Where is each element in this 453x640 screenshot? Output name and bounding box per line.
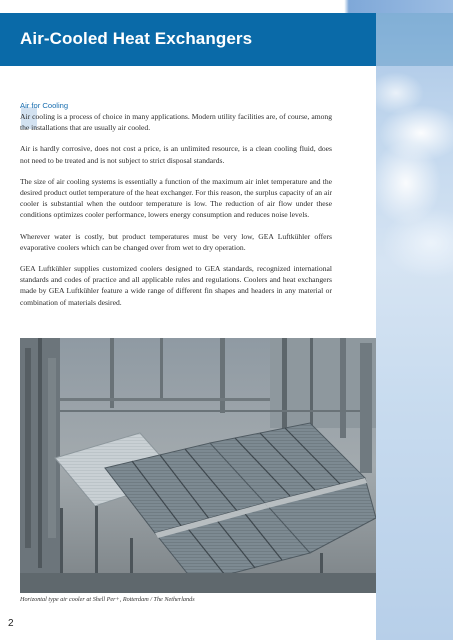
paragraph-3: The size of air cooling systems is essentially a function of the maximum air inlet temperature and the desired product outlet temperature of the heat exchanger. For this reason, the surplus capacity of an air cooler is substantial when the outdoor temperature is low. The reduction of air flow under these conditions optimizes cooler performance, lowers energy consumption and reduces noise levels. — [20, 176, 332, 220]
paragraph-1: Air cooling is a process of choice in many applications. Modern utility facilities are, of course, among the installations that are usually air cooled. — [20, 112, 332, 133]
top-strip — [0, 0, 453, 13]
paragraph-5: GEA Luftkühler supplies customized coolers designed to GEA standards, recognized international standards and codes of practice and all applicable rules and regulations. Coolers and heat exchangers made by GEA Luftkühler feature a wide range of different fin shapes and headers in any material or combination of materials desired. — [20, 264, 332, 307]
section-subhead: Air for Cooling — [20, 101, 69, 110]
paragraph-2: Air is hardly corrosive, does not cost a price, is an unlimited resource, is a clean cooling fluid, does not need to be treated and is not subject to strict disposal standards. — [20, 144, 332, 165]
body-text — [20, 100, 332, 318]
paragraph-4: Wherever water is costly, but product temperatures must be very low, GEA Luftkühler offers evaporative coolers which can be changed over from wet to dry operation. — [20, 231, 332, 252]
sky-header-overlay — [376, 13, 453, 66]
photo-caption: Horizontal type air cooler at Shell Per+, Rotterdam / The Netherlands — [20, 596, 195, 603]
air-cooler-photo — [20, 338, 376, 593]
sky-side-image — [376, 13, 453, 640]
page-title: Air-Cooled Heat Exchangers — [20, 29, 253, 48]
page-number: 2 — [8, 618, 14, 629]
